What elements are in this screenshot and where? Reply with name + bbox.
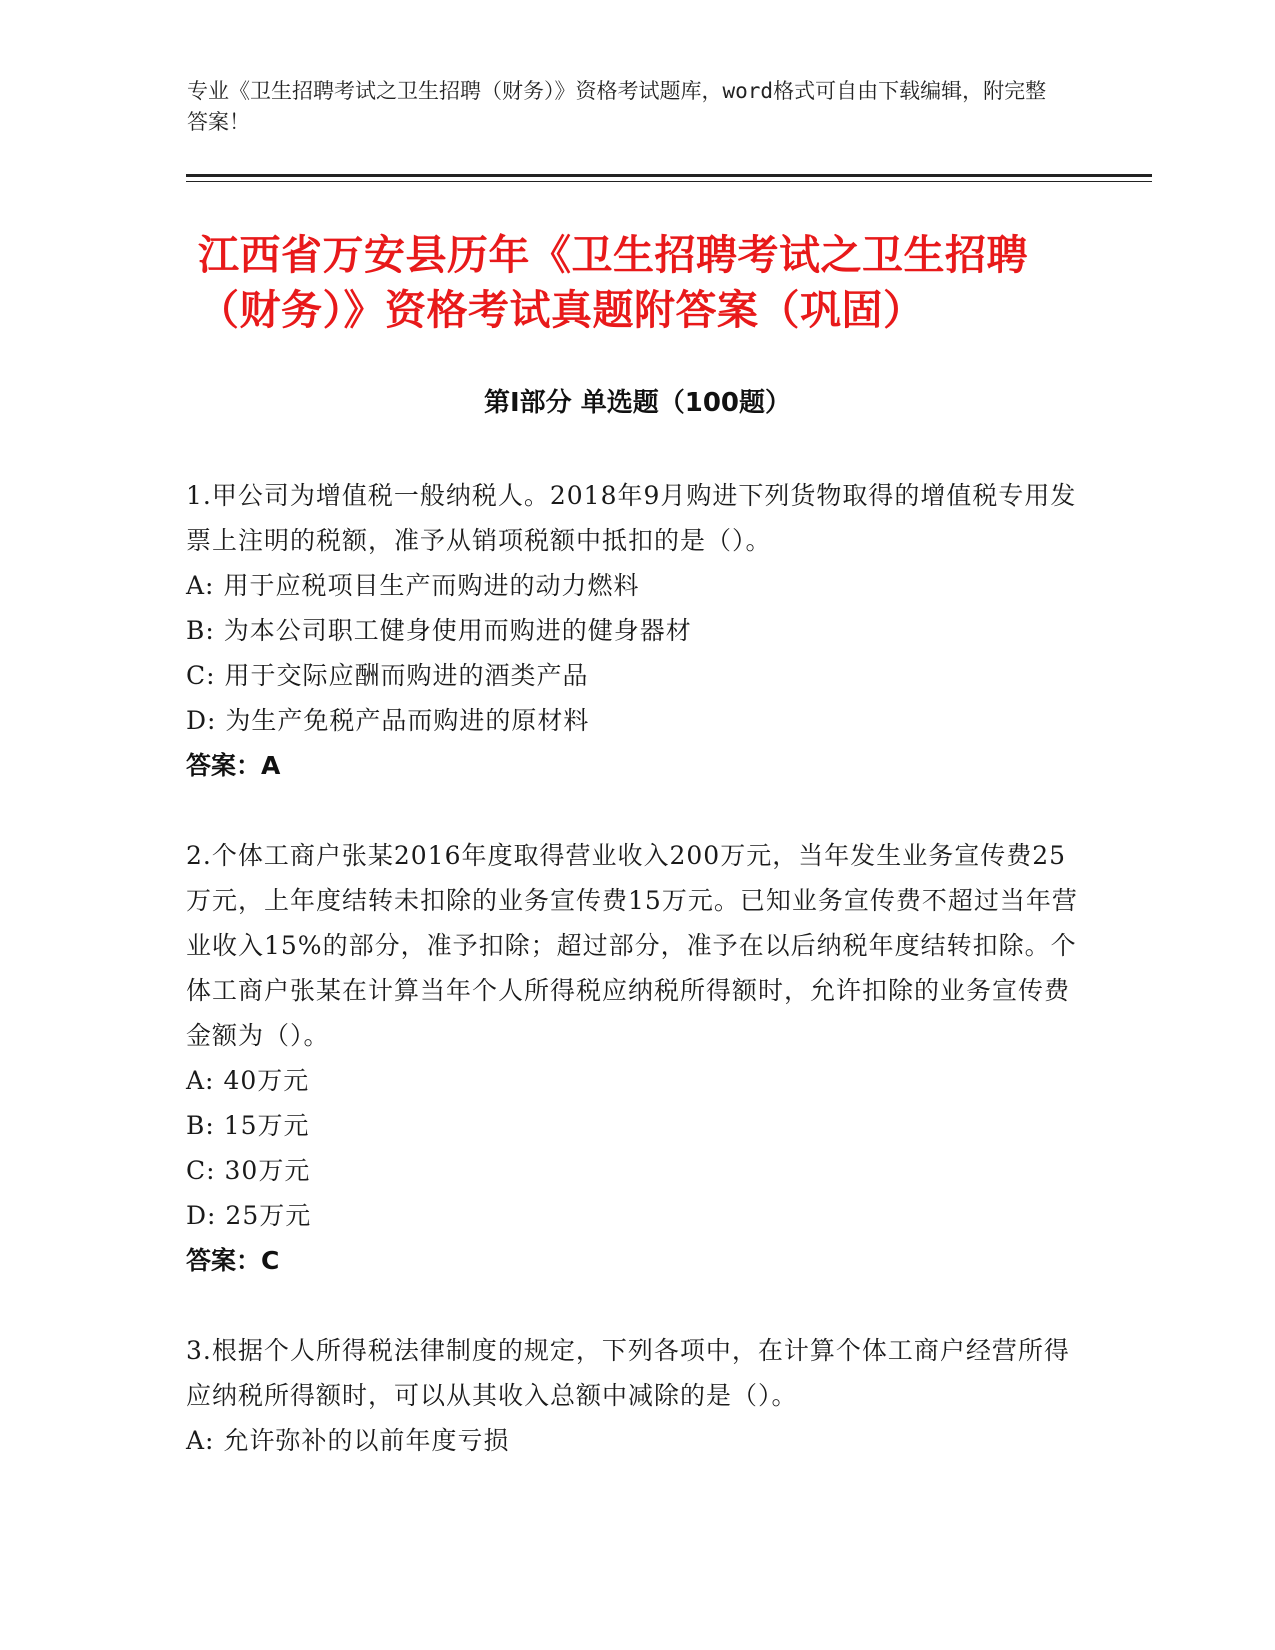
header-note: 专业《卫生招聘考试之卫生招聘（财务）》资格考试题库，word格式可自由下载编辑，附完整答案！ bbox=[187, 79, 1047, 134]
option-letter: D: bbox=[186, 1201, 217, 1230]
answer-label: 答案：C bbox=[186, 1246, 280, 1275]
option-c bbox=[186, 653, 1086, 698]
header-divider-thick bbox=[186, 174, 1152, 177]
option-d bbox=[186, 1193, 1086, 1238]
option-text: 15万元 bbox=[223, 1111, 310, 1140]
question-3 bbox=[186, 1328, 1086, 1463]
option-letter: D: bbox=[186, 706, 217, 735]
section-heading: 第I部分 单选题（100题） bbox=[484, 388, 791, 418]
question-stem: 1.甲公司为增值税一般纳税人。2018年9月购进下列货物取得的增值税专用发票上注明的税额，准予从销项税额中抵扣的是（）。 bbox=[186, 481, 1077, 555]
option-a bbox=[186, 563, 1086, 608]
option-d bbox=[186, 698, 1086, 743]
header-divider-thin bbox=[186, 181, 1152, 182]
option-text: 允许弥补的以前年度亏损 bbox=[223, 1426, 510, 1455]
option-c bbox=[186, 1148, 1086, 1193]
document-title: 江西省万安县历年《卫生招聘考试之卫生招聘（财务）》资格考试真题附答案（巩固） bbox=[198, 231, 1028, 334]
option-letter: A: bbox=[186, 1066, 215, 1095]
question-stem: 2.个体工商户张某2016年度取得营业收入200万元，当年发生业务宣传费25万元，上年度结转未扣除的业务宣传费15万元。已知业务宣传费不超过当年营业收入15%的部分，准予扣除；超过部分，准予在以后纳税年度结转扣除。个体工商户张某在计算当年个人所得税应纳税所得额时，允许扣除的业务宣传费金额为（）。 bbox=[186, 841, 1078, 1050]
question-list bbox=[186, 473, 1086, 1508]
option-text: 用于应税项目生产而购进的动力燃料 bbox=[223, 571, 640, 600]
option-a bbox=[186, 1418, 1086, 1463]
question-stem: 3.根据个人所得税法律制度的规定，下列各项中，在计算个体工商户经营所得应纳税所得额时，可以从其收入总额中减除的是（）。 bbox=[186, 1336, 1070, 1410]
option-letter: A: bbox=[186, 1426, 215, 1455]
answer-label: 答案：A bbox=[186, 751, 281, 780]
option-text: 用于交际应酬而购进的酒类产品 bbox=[224, 661, 589, 690]
option-letter: B: bbox=[186, 616, 215, 645]
option-text: 30万元 bbox=[224, 1156, 311, 1185]
question-1 bbox=[186, 473, 1086, 788]
option-letter: A: bbox=[186, 571, 215, 600]
option-a bbox=[186, 1058, 1086, 1103]
option-text: 为生产免税产品而购进的原材料 bbox=[225, 706, 590, 735]
option-b bbox=[186, 1103, 1086, 1148]
option-letter: C: bbox=[186, 661, 216, 690]
option-text: 40万元 bbox=[223, 1066, 310, 1095]
option-letter: B: bbox=[186, 1111, 215, 1140]
option-text: 为本公司职工健身使用而购进的健身器材 bbox=[223, 616, 692, 645]
question-2 bbox=[186, 833, 1086, 1283]
option-b bbox=[186, 608, 1086, 653]
option-text: 25万元 bbox=[225, 1201, 312, 1230]
option-letter: C: bbox=[186, 1156, 216, 1185]
